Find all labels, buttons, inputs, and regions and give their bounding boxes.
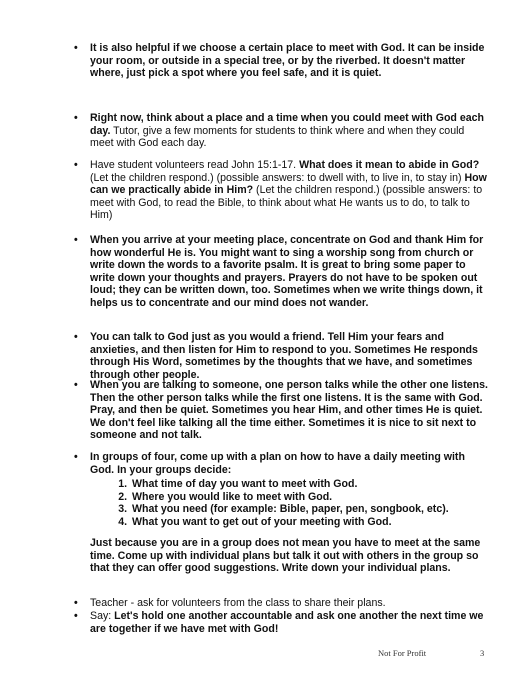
bullet: •	[74, 597, 78, 609]
paragraph-text: When you arrive at your meeting place, concentrate on God and thank Him for how wonderful He is. You might want to sing a worship song from church or write down the words to a favorite psalm. It is great to bring some paper to write down your thoughts and prayers. Prayers do not have to be spoken out loud; they can be written down, too. Sometimes when we write things down, it helps us to concentrate and our mind does not wander.	[90, 234, 484, 309]
bullet: •	[74, 451, 78, 463]
paragraph-bold-text: Right now, think about a place and a time when you could meet with God each day.	[90, 112, 484, 137]
paragraph-text: In groups of four, come up with a plan on how to have a daily meeting with God. In your groups decide:	[90, 451, 465, 476]
paragraph-individual-plans	[90, 537, 490, 575]
bullet: •	[74, 159, 78, 171]
bullet: •	[74, 610, 78, 622]
bullet: •	[74, 331, 78, 343]
paragraph-bold-text: Let's hold one another accountable and ask one another the next time we are together if we have met with God!	[90, 610, 484, 635]
paragraph-text: When you are talking to someone, one person talks while the other one listens. Then the other person talks while the first one listens. It is the same with God. Pray, and then be quiet. Sometimes you hear Him, and other times He is quiet. We don't feel like talking all the time either. Sometimes it is nice to sit next to someone and not talk.	[90, 379, 488, 442]
page-number: 3	[480, 648, 485, 658]
paragraph-text: Teacher - ask for volunteers from the class to share their plans.	[90, 597, 386, 609]
bullet: •	[74, 42, 78, 54]
list-item: 2. Where you would like to meet with God.	[130, 491, 490, 504]
paragraph-text: It is also helpful if we choose a certain place to meet with God. It can be inside your room, or outside in a special tree, or by the riverbed. It doesn't matter where, just pick a spot where you feel safe, and it is quiet.	[90, 42, 485, 80]
group-decision-list	[90, 478, 490, 528]
paragraph-text: Have student volunteers read John 15:1-17.	[90, 159, 300, 171]
paragraph-text: Just because you are in a group does not mean you have to meet at the same time. Come up with individual plans but talk it out with others in the group so that they can offer good suggestions. Write down your individual plans.	[90, 537, 481, 575]
paragraph-text: You can talk to God just as you would a friend. Tell Him your fears and anxieties, and then listen for Him to respond to you. Sometimes He responds through His Word, sometimes by the thoughts that we have, and sometimes through other people.	[90, 331, 478, 381]
paragraph-meeting-place	[74, 42, 490, 80]
question-practically-abide: How can we practically abide in Him?	[90, 171, 487, 197]
bullet: •	[74, 234, 78, 246]
paragraph-text: (Let the children respond.) (possible answers: to dwell with, to live in, to stay in)	[90, 171, 465, 184]
paragraph-text: Tutor, give a few moments for students to think where and when they could meet with God each day.	[90, 124, 465, 150]
paragraph-text: (Let the children respond.) (possible answers: to meet with God, to read the Bible, to think about what He wants us to do, to talk to Him)	[90, 184, 483, 222]
paragraph-think-place-time	[74, 112, 490, 150]
question-abide: What does it mean to abide in God?	[299, 159, 480, 171]
paragraph-groups	[74, 451, 490, 529]
paragraph-listen	[74, 379, 490, 442]
footer-text: Not For Profit	[378, 648, 427, 658]
paragraph-text: Say:	[90, 610, 115, 622]
bullet: •	[74, 112, 78, 124]
list-item: 3. What you need (for example: Bible, paper, pen, songbook, etc).	[130, 503, 490, 516]
paragraph-john-reading	[74, 159, 490, 222]
paragraph-talk-to-god	[74, 331, 490, 381]
paragraph-arrive-meeting-place	[74, 234, 490, 310]
paragraph-teacher-volunteers	[74, 597, 490, 610]
bullet: •	[74, 379, 78, 391]
list-item: 1. What time of day you want to meet with God.	[130, 478, 490, 491]
paragraph-say-accountable	[74, 610, 490, 635]
list-item: 4. What you want to get out of your meeting with God.	[130, 516, 490, 529]
